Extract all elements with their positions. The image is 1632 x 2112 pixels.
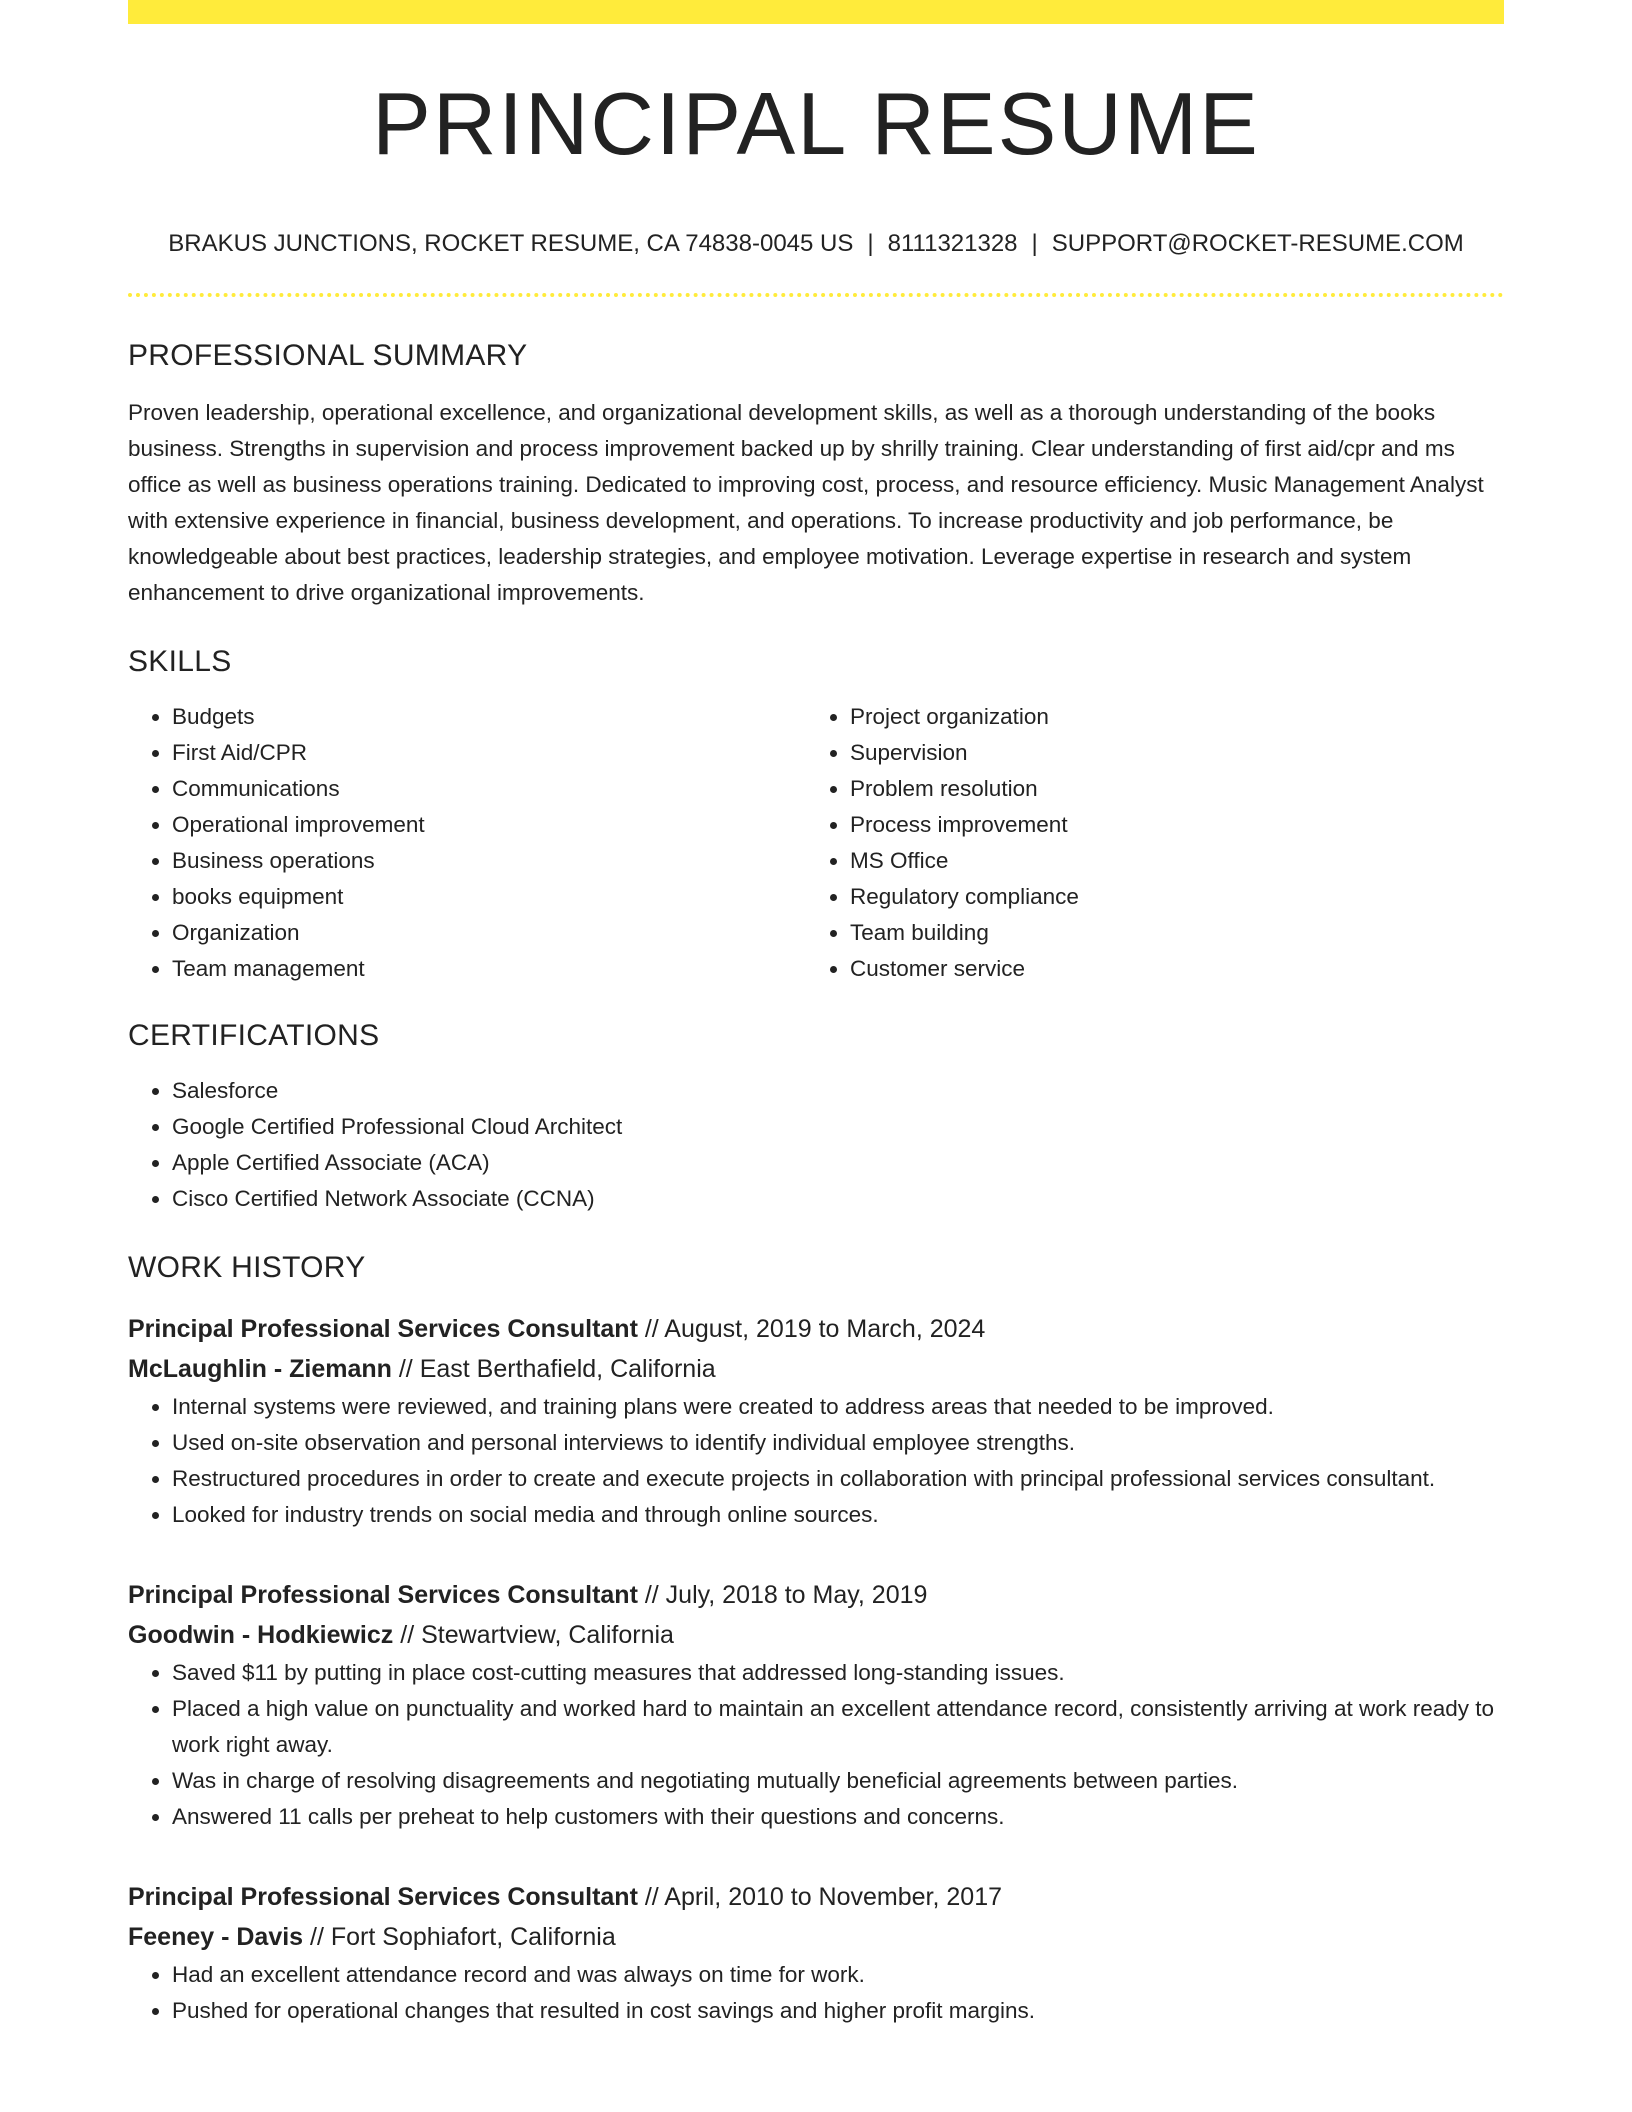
job-location: // Stewartview, California xyxy=(393,1621,674,1649)
resume-page xyxy=(128,0,1504,2029)
work-history-heading: WORK HISTORY xyxy=(128,1251,366,1284)
job-title-line xyxy=(128,1877,1504,1917)
job-company: Feeney - Davis xyxy=(128,1923,304,1951)
skills-list xyxy=(128,699,1504,987)
certification-item: • Apple Certified Associate (ACA) xyxy=(172,1145,1504,1181)
job-title-line xyxy=(128,1309,1504,1349)
skill-item: • Customer service xyxy=(850,951,1484,987)
skill-item: • Regulatory compliance xyxy=(850,879,1484,915)
job-bullet: • Placed a high value on punctuality and worked hard to maintain an excellent attendance record, consistently arriving at work ready to work right away. xyxy=(172,1691,1504,1763)
contact-phone: 8111321328 xyxy=(887,230,1018,257)
certification-item: • Salesforce xyxy=(172,1073,1504,1109)
job-entry xyxy=(128,1877,1504,2029)
accent-top-bar xyxy=(128,0,1504,24)
job-bullet: • Had an excellent attendance record and was always on time for work. xyxy=(172,1957,1504,1993)
job-bullet: • Saved $11 by putting in place cost-cutting measures that addressed long-standing issues. xyxy=(172,1655,1504,1691)
dotted-divider xyxy=(128,293,1504,297)
resume-title: PRINCIPAL RESUME xyxy=(372,74,1260,173)
skill-item: • Supervision xyxy=(850,735,1484,771)
job-company-line xyxy=(128,1917,1504,1957)
job-title: Principal Professional Services Consultant xyxy=(128,1581,638,1609)
job-bullet: • Internal systems were reviewed, and training plans were created to address areas that needed to be improved. xyxy=(172,1389,1504,1425)
skill-item: • Project organization xyxy=(850,699,1484,735)
skills-heading: SKILLS xyxy=(128,645,232,678)
job-title: Principal Professional Services Consultant xyxy=(128,1315,638,1343)
skills-column-left xyxy=(128,699,806,987)
skill-item: • Budgets xyxy=(172,699,806,735)
skill-item: • Communications xyxy=(172,771,806,807)
skill-item: • Team management xyxy=(172,951,806,987)
skill-item: • Operational improvement xyxy=(172,807,806,843)
job-bullet: • Was in charge of resolving disagreements and negotiating mutually beneficial agreements between parties. xyxy=(172,1763,1504,1799)
job-company: McLaughlin - Ziemann xyxy=(128,1355,392,1383)
skill-item: • MS Office xyxy=(850,843,1484,879)
job-bullet: • Answered 11 calls per preheat to help customers with their questions and concerns. xyxy=(172,1799,1504,1835)
job-company-line xyxy=(128,1615,1504,1655)
skill-item: • books equipment xyxy=(172,879,806,915)
job-bullet: • Looked for industry trends on social media and through online sources. xyxy=(172,1497,1504,1533)
job-dates: // July, 2018 to May, 2019 xyxy=(637,1581,928,1609)
job-bullet: • Pushed for operational changes that resulted in cost savings and higher profit margins. xyxy=(172,1993,1504,2029)
contact-line xyxy=(128,232,1504,256)
certifications-heading: CERTIFICATIONS xyxy=(128,1019,380,1052)
job-location: // East Berthafield, California xyxy=(391,1355,716,1383)
job-dates: // August, 2019 to March, 2024 xyxy=(637,1315,986,1343)
summary-text: Proven leadership, operational excellence, and organizational development skills, as well as a thorough understanding of the books business. Strengths in supervision and process improvement backed up by shrilly training. Clear understanding of first aid/cpr and ms office as well as business operations training. Dedicated to improving cost, process, and resource efficiency. Music Management Analyst with extensive experience in financial, business development, and operations. To increase productivity and job performance, be knowledgeable about best practices, leadership strategies, and employee motivation. Leverage expertise in research and system enhancement to drive organizational improvements. xyxy=(128,400,1484,605)
job-bullet: • Used on-site observation and personal interviews to identify individual employee strengths. xyxy=(172,1425,1504,1461)
job-bullets xyxy=(128,1389,1504,1533)
job-title: Principal Professional Services Consultant xyxy=(128,1883,638,1911)
contact-address: BRAKUS JUNCTIONS, ROCKET RESUME, CA 74838-0045 US xyxy=(168,230,854,257)
job-title-line xyxy=(128,1575,1504,1615)
skill-item: • Process improvement xyxy=(850,807,1484,843)
summary-heading: PROFESSIONAL SUMMARY xyxy=(128,339,528,372)
skill-item: • Team building xyxy=(850,915,1484,951)
skill-item: • First Aid/CPR xyxy=(172,735,806,771)
skill-item: • Problem resolution xyxy=(850,771,1484,807)
job-entry xyxy=(128,1309,1504,1533)
job-location: // Fort Sophiafort, California xyxy=(303,1923,616,1951)
job-entry xyxy=(128,1575,1504,1835)
job-bullets xyxy=(128,1957,1504,2029)
certification-item: • Cisco Certified Network Associate (CCNA) xyxy=(172,1181,1504,1217)
certifications-list xyxy=(128,1073,1504,1217)
job-company-line xyxy=(128,1349,1504,1389)
skill-item: • Business operations xyxy=(172,843,806,879)
job-bullets xyxy=(128,1655,1504,1835)
contact-separator: | xyxy=(1031,230,1038,257)
skills-column-right xyxy=(806,699,1484,987)
job-company: Goodwin - Hodkiewicz xyxy=(128,1621,394,1649)
contact-separator: | xyxy=(867,230,874,257)
contact-email: SUPPORT@ROCKET-RESUME.COM xyxy=(1051,230,1464,257)
skill-item: • Organization xyxy=(172,915,806,951)
certification-item: • Google Certified Professional Cloud Architect xyxy=(172,1109,1504,1145)
job-dates: // April, 2010 to November, 2017 xyxy=(637,1883,1003,1911)
job-bullet: • Restructured procedures in order to create and execute projects in collaboration with principal professional services consultant. xyxy=(172,1461,1504,1497)
